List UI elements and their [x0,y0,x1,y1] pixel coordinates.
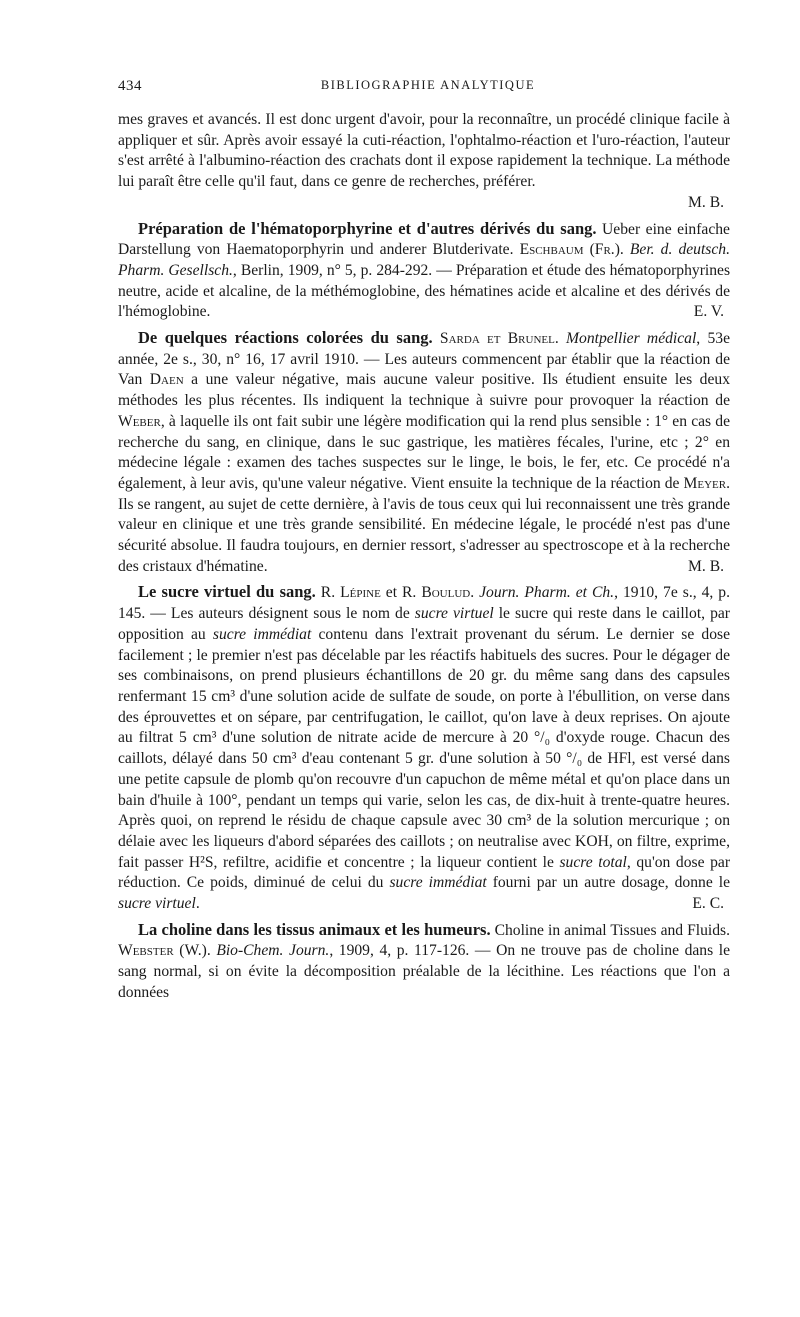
article-text-part: contenu dans l'extrait provenant du sérum. Le dernier se dose facilement ; le premier n'est pas décelable par les réactifs habituels des sucres. Pour le dégager de ses combinaisons, on prend plusieurs échantillons de 20 gr. du même sang dans des capsules renfermant 15 cm³ d'une solution acide de sulfate de soude, on porte à l'ébullition, on verse dans des éprouvettes et on sépare, par centrifugation, le caillot, qu'on lave à deux reprises. On ajoute au filtrat 5 cm³ d'une solution de nitrate acide de mercure à 20 °/₀ d'oxyde rouge. Chacun des caillots, délayé dans 50 cm³ d'eau contenant 5 gr. d'une solution à 50 °/₀ de HFl, est versé dans une petite capsule de plomb qu'on recouvre d'un capuchon de même métal et qu'on place dans un bain d'huile à 100°, pendant un temps qui varie, selon les cas, de dix-huit à trente-quatre heures. Après quoi, on reprend le résidu de chaque capsule avec 30 cm³ de la solution mercurique ; on délaie avec les liqueurs d'abord séparées des caillots ; on neutralise avec KOH, on filtre, exprime, fait passer H²S, refiltre, acidifie et concentre ; la liqueur contient le [118,625,730,871]
article-sucre-virtuel [118,582,730,914]
article-title: La choline dans les tissus animaux et les humeurs. [138,919,491,939]
article-choline [118,920,730,1004]
person-name: Daen [149,371,184,389]
page-body [118,110,730,1004]
article-text-part: le sucre qui reste dans le caillot, par opposition au [118,605,730,643]
article-ref: Ueber eine einfache Darstellung von Haematoporphyrin und anderer Blutderivate. [118,220,730,259]
intro-paragraph [118,110,730,214]
article-authors-post: . [470,584,480,602]
page-number: 434 [118,78,142,94]
article-text-part: . Ils se rangent, au sujet de cette dernière, à l'avis de tous ceux qui lui reconnaissent une très grande valeur en clinique et une très grande sensibilité. En médecine légale, le procédé n'est pas d'une sécurité absolue. Il faudra toujours, en dernier ressort, s'adresser au spectroscope et à la recherche des cristaux d'hématine. [118,474,730,575]
article-author: Lépine [340,584,381,602]
article-title: Préparation de l'hématoporphyrine et d'autres dérivés du sang. [138,218,597,238]
emphasis: sucre virtuel [414,605,494,623]
article-ref-detail: , 1909, 4, p. 117-126. — [329,942,497,960]
article-journal: Ber. d. deutsch. Pharm. Gesellsch. [118,241,730,279]
article-text-part: . [195,895,200,913]
article-author: Webster [118,942,174,960]
article-authors-pre: R. [315,584,341,602]
article-signature: E. V. [693,303,724,321]
article-journal: Montpellier médical [566,330,697,348]
article-author: Eschbaum [519,241,584,259]
article-reactions-colorees [118,328,730,577]
article-ref-detail: , 1910, 7e s., 4, p. 145. — [118,584,730,623]
article-text-part: fourni par un autre dosage, donne le [486,874,730,892]
article-text-part: , à laquelle ils ont fait subir une légère modification qui la rend plus sensible : 1° en cas de recherche du sang, en clinique, dans le suc gastrique, les matières fécales, l'urine, etc ; 2° en médecine légale : examen des taches suspectes sur le linge, le bois, le fer, etc. Ce procédé n'a également, à leur avis, qu'une valeur négative. Vient ensuite la technique de la réaction de [118,412,730,492]
intro-signature: M. B. [688,193,724,211]
article-author: Boulud [421,584,471,602]
article-author-suffix: (Fr.). [583,241,630,259]
article-ref-detail: , Berlin, 1909, n° 5, p. 284-292. — [232,261,456,279]
article-authors: Sarda et Brunel. [432,330,567,348]
running-header [118,78,738,100]
article-text-part: Les auteurs commencent par établir que la réaction de Van [118,350,730,389]
article-hematoporphyrine [118,219,730,324]
article-author-suffix: (W.). [173,942,217,960]
emphasis: sucre immédiat [212,625,312,643]
article-ref-detail: , 53e année, 2e s., 30, n° 16, 17 avril 1910. — [118,330,730,368]
article-signature: M. B. [688,557,724,575]
person-name: Meyer [683,474,727,492]
article-text-part: Les auteurs désignent sous le nom de [170,605,415,623]
article-text-part: , qu'on dose par réduction. Ce poids, diminué de celui du [118,853,731,892]
article-text: On ne trouve pas de choline dans le sang normal, si on évite la décomposition préalable de la lécithine. Les réactions que l'on a données [118,942,731,1001]
emphasis: sucre immédiat [389,874,487,892]
article-text-part: a une valeur négative, mais aucune valeur positive. Ils étudient ensuite les deux méthodes les plus récentes. Ils indiquent la technique à suivre pour provoquer la réaction de [118,371,730,410]
article-title: Le sucre virtuel du sang. [138,582,316,602]
article-authors-mid: et R. [380,584,422,602]
emphasis: sucre total [559,853,627,871]
article-text: Préparation et étude des hématoporphyrines neutre, acide et alcaline, de la méthémoglobine, des hématines acide et alcaline et des dérivés de l'hémoglobine. [118,261,731,321]
person-name: Weber [118,412,161,430]
article-journal: Journ. Pharm. et Ch. [479,584,615,602]
article-signature: E. C. [692,895,724,913]
article-ref: Choline in animal Tissues and Fluids. [490,921,731,939]
running-title: BIBLIOGRAPHIE ANALYTIQUE [320,78,536,92]
intro-text: mes graves et avancés. Il est donc urgent d'avoir, pour la reconnaître, un procédé clinique facile à appliquer et sûr. Après avoir essayé la cuti-réaction, l'ophtalmo-réaction et l'uro-réaction, l'auteur s'est arrêté à l'albumino-réaction des crachats dont il expose rapidement la technique. La méthode lui paraît être celle qu'il faut, dans ce genre de recherches, préférer. [118,111,730,191]
article-journal: Bio-Chem. Journ. [216,942,330,960]
article-title: De quelques réactions colorées du sang. [138,328,433,348]
emphasis: sucre virtuel [118,895,196,913]
